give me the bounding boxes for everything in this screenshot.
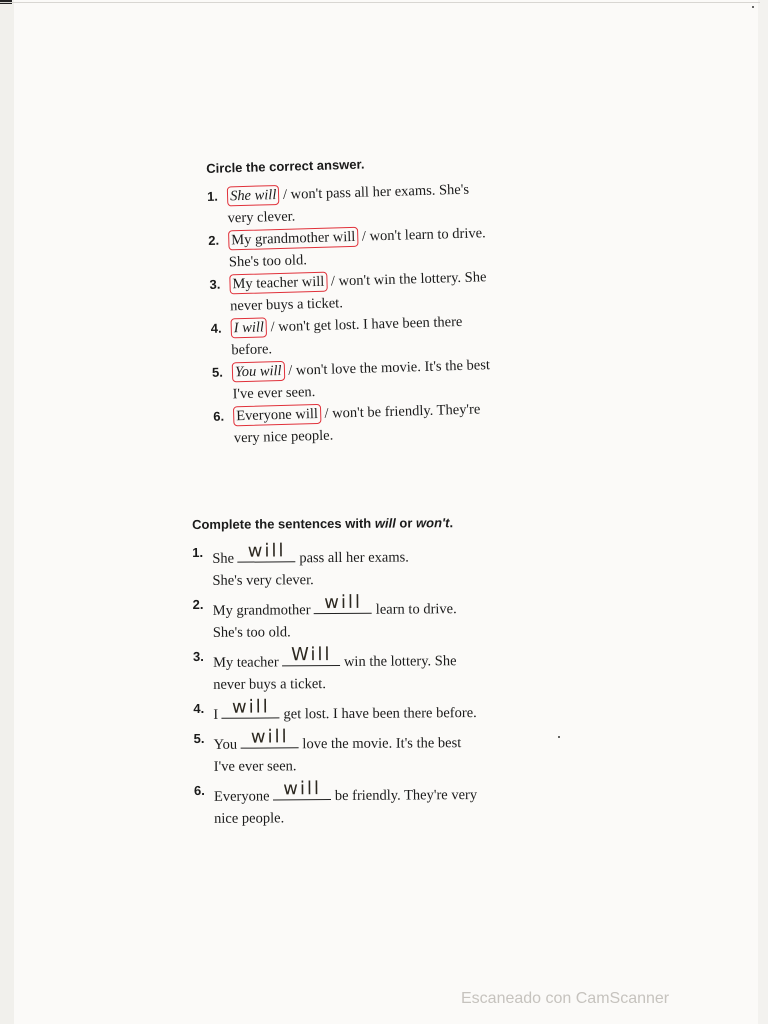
item-text-line2: very clever.	[227, 208, 296, 227]
exercise-1-item	[213, 397, 524, 450]
circled-answer: My grandmother will	[228, 227, 359, 251]
item-text: She	[212, 550, 235, 567]
circled-answer: You will	[232, 361, 285, 382]
item-text-line2: very nice people.	[233, 427, 334, 447]
item-number: 2.	[208, 232, 220, 248]
circled-answer: Everyone will	[233, 404, 321, 426]
circled-answer: I will	[230, 317, 267, 338]
item-number: 2.	[192, 596, 204, 612]
handwritten-answer: Will	[290, 644, 332, 666]
item-text: win the lottery. She	[343, 653, 457, 670]
item-number: 6.	[213, 408, 225, 424]
answer-blank	[273, 779, 331, 800]
item-text-line2: She's too old.	[228, 252, 308, 271]
exercise-2-heading: Complete the sentences with will or won't.	[192, 515, 454, 532]
exercise-1-heading: Circle the correct answer.	[206, 156, 365, 176]
circled-answer: She will	[227, 185, 280, 206]
item-number: 3.	[192, 648, 204, 664]
item-text-line2: She's too old.	[212, 624, 291, 641]
item-number: 4.	[210, 320, 222, 336]
item-text: / won't win the lottery. She	[330, 269, 487, 290]
answer-blank	[238, 541, 296, 562]
item-text: My grandmother	[212, 602, 311, 619]
item-text: My teacher	[212, 654, 279, 671]
item-text-line2: nice people.	[214, 810, 285, 827]
item-text: / won't get lost. I have been there	[270, 313, 463, 336]
exercise-circle-answer	[206, 149, 524, 450]
item-number: 1.	[192, 544, 204, 560]
item-text-line2: She's very clever.	[212, 572, 314, 589]
item-text: / won't love the movie. It's the best	[288, 357, 491, 379]
scan-speck	[752, 6, 754, 8]
item-text-line2: I've ever seen.	[232, 384, 316, 403]
item-text: / won't learn to drive.	[361, 225, 486, 245]
exercise-2-item	[193, 644, 523, 696]
item-text: be friendly. They're very	[334, 787, 478, 805]
item-text: get lost. I have been there before.	[283, 705, 477, 723]
item-text: / won't pass all her exams. She's	[282, 181, 470, 203]
item-number: 4.	[193, 700, 205, 716]
item-text-line2: I've ever seen.	[213, 758, 297, 775]
handwritten-answer: will	[231, 696, 270, 718]
handwritten-answer: will	[250, 726, 289, 748]
item-text-line2: never buys a ticket.	[213, 676, 326, 693]
item-text-line2: never buys a ticket.	[229, 295, 344, 315]
item-text: I	[213, 706, 219, 723]
handwritten-answer: will	[324, 591, 363, 614]
answer-blank	[222, 697, 280, 718]
item-text: / won't be friendly. They're	[324, 401, 481, 422]
exercise-2-item	[193, 592, 523, 644]
item-number: 5.	[211, 364, 224, 380]
exercise-2-item	[192, 540, 522, 592]
item-text: You	[213, 736, 238, 753]
item-number: 5.	[193, 730, 205, 746]
circled-answer: My teacher will	[229, 272, 327, 295]
handwritten-answer: will	[247, 540, 286, 562]
answer-blank	[241, 727, 299, 748]
item-text: pass all her exams.	[299, 549, 409, 567]
answer-blank	[282, 645, 340, 666]
item-number: 3.	[209, 276, 221, 292]
exercise-2-item	[194, 778, 524, 830]
scan-speck	[558, 736, 560, 738]
item-text: Everyone	[213, 788, 270, 805]
answer-blank	[314, 593, 372, 614]
item-number: 1.	[206, 188, 219, 204]
item-text: love the movie. It's the best	[302, 735, 462, 753]
exercise-complete-sentences	[192, 512, 524, 832]
exercise-2-item	[193, 726, 523, 778]
item-text: learn to drive.	[375, 601, 457, 618]
item-text-line2: before.	[231, 341, 273, 359]
handwritten-answer: will	[283, 778, 322, 800]
item-number: 6.	[193, 782, 205, 798]
exercise-2-item	[193, 696, 523, 726]
camscanner-watermark: Escaneado con CamScanner	[461, 990, 670, 1007]
